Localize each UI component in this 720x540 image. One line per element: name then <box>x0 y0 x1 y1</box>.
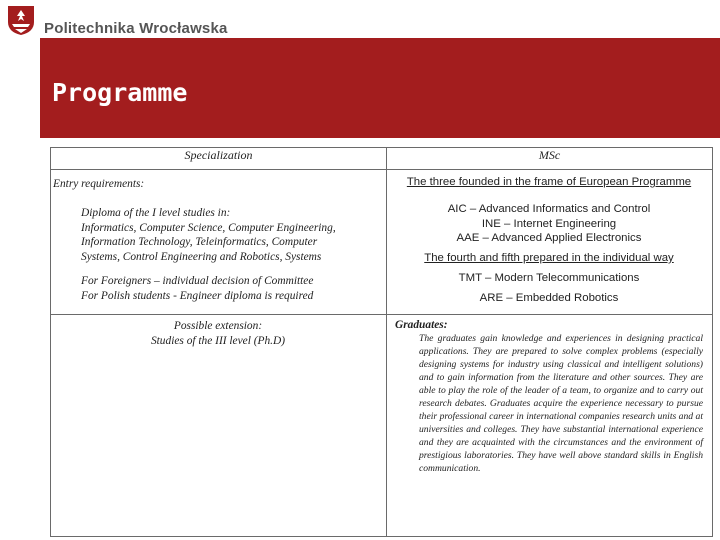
entry-requirements-cell <box>51 170 387 315</box>
programme-tmt: TMT – Modern Telecommunications <box>458 272 640 284</box>
col-header-msc: MSc <box>387 148 713 170</box>
msc-fourth-fifth: The fourth and fifth prepared in the individual way <box>424 252 674 264</box>
msc-programmes-cell <box>387 170 713 315</box>
table-row-entry <box>51 170 713 315</box>
left-margin <box>0 38 40 540</box>
graduates-label: Graduates: <box>395 319 448 331</box>
table-header-row <box>51 148 713 170</box>
university-name: Politechnika Wrocławska <box>44 20 228 37</box>
extension-text: Studies of the III level (Ph.D) <box>150 335 286 347</box>
header-bar <box>0 0 720 40</box>
diploma-line: Systems, Control Engineering and Robotics, Systems <box>81 250 322 263</box>
entry-requirements-label: Entry requirements: <box>53 178 145 190</box>
diploma-list <box>81 206 336 264</box>
table-row-extension <box>51 315 713 537</box>
graduates-cell <box>387 315 713 537</box>
programme-ine: INE – Internet Engineering <box>481 217 617 230</box>
graduates-text: The graduates gain knowledge and experiences in designing practical applications. They are prepared to solve complex problems (especially designing systems for industry using classical and intelligent solutions) and to gain information from the literature and other sources. They are able to play the role of the leader of a team, to organize and to carry out research debates. Graduates acquire the experience necessary to pursue their professional career in international companies research units and at universities and colleges. They have substantial international experience and they are acquainted with the circumstances and the environment of prestigious laboratories. They have well above standard skills in English communication. <box>419 333 703 474</box>
programme-table <box>50 147 713 537</box>
extension-cell <box>51 315 387 537</box>
programme-are: ARE – Embedded Robotics <box>479 292 619 304</box>
polish-students-note: For Polish students - Engineer diploma is required <box>81 290 314 302</box>
programme-aae: AAE – Advanced Applied Electronics <box>456 232 642 244</box>
slide-title: Programme <box>52 78 188 107</box>
col-header-specialization: Specialization <box>51 148 387 170</box>
extension-label: Possible extension: <box>173 320 263 332</box>
diploma-line: Information Technology, Teleinformatics, Computer <box>81 236 318 248</box>
programme-aic: AIC – Advanced Informatics and Control <box>447 203 651 215</box>
msc-programme-list <box>387 202 711 246</box>
foreigners-note: For Foreigners – individual decision of Committee <box>81 275 314 287</box>
msc-intro: The three founded in the frame of European Programme <box>406 176 692 188</box>
diploma-line: Informatics, Computer Science, Computer Engineering, <box>81 221 336 234</box>
university-logo-icon <box>6 4 36 36</box>
diploma-line: Diploma of the I level studies in: <box>81 207 231 219</box>
